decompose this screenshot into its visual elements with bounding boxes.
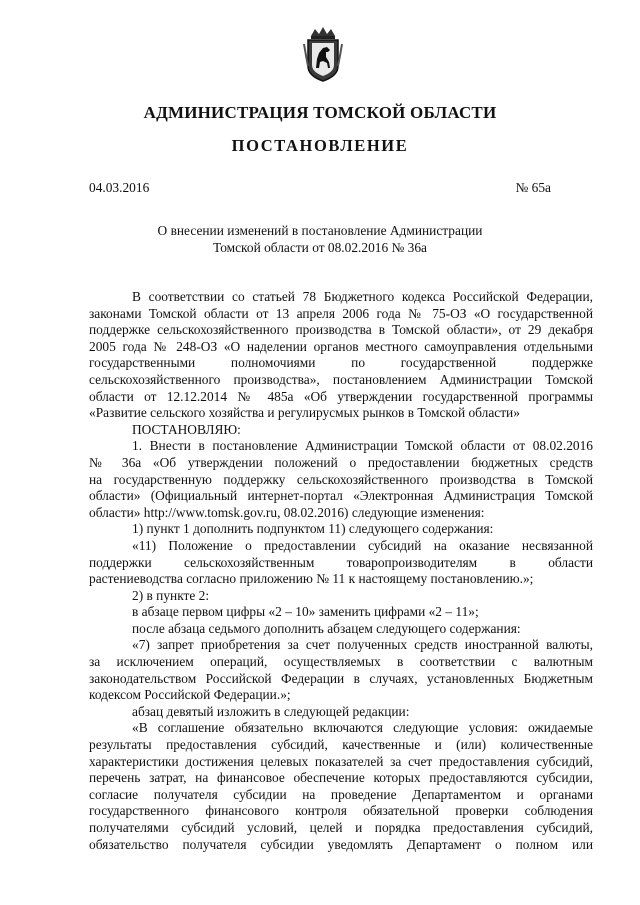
paragraph-line: в абзаце первом цифры «2 – 10» заменить цифрами «2 – 11»; (132, 604, 479, 620)
document-subject (0, 222, 640, 256)
paragraph-line: согласие получателя субсидии на проведение Департаментом и органами (89, 786, 593, 802)
paragraph-line: растениеводства согласно приложению № 11 к настоящему постановлению.»; (89, 571, 534, 587)
paragraph-line: области от 12.12.2014 № 485а «Об утверждении государственной программы (89, 388, 593, 404)
paragraph-line: области» (Официальный интернет-портал «Электронная Администрация Томской (89, 488, 593, 504)
paragraph-line: «Развитие сельского хозяйства и регулирусмых рынков в Томской области» (89, 405, 520, 421)
document-date: 04.03.2016 (89, 180, 150, 195)
paragraph-line: получателями субсидий условий, целей и порядка предоставления субсидий, (89, 820, 593, 835)
paragraph-line: 2) в пункте 2: (132, 587, 210, 603)
paragraph-line: абзац девятый изложить в следующей редакции: (132, 703, 410, 719)
document-number: № 65а (515, 180, 551, 195)
document-type: ПОСТАНОВЛЕНИЕ (231, 136, 409, 155)
paragraph-line: результаты предоставления субсидий, качественные и (или) количественные (89, 737, 593, 753)
paragraph-line: сельскохозяйственного производства», постановлением Администрации Томской (89, 371, 593, 387)
coat-of-arms-emblem (303, 26, 343, 82)
paragraph-line: «11) Положение о предоставлении субсидий на оказание несвязанной (132, 537, 593, 553)
paragraph-line: «7) запрет приобретения за счет полученных средств иностранной валюты, (132, 637, 593, 653)
paragraph-line: 1) пункт 1 дополнить подпунктом 11) следующего содержания: (132, 521, 494, 537)
paragraph-line: В соответствии со статьей 78 Бюджетного кодекса Российской Федерации, (132, 289, 593, 304)
paragraph-line: 2005 года № 248-ОЗ «О наделении органов местного самоуправления отдельными (89, 338, 593, 354)
subject-line: Томской области от 08.02.2016 № 36а (213, 240, 427, 255)
paragraph-line: обязательство получателя субсидии уведомлять Департамент о полном или (89, 836, 593, 852)
paragraph-line: области» http://www.tomsk.gov.ru, 08.02.2016) следующие изменения: (89, 504, 485, 520)
subject-line: О внесении изменений в постановление Администрации (157, 223, 483, 238)
paragraph-line: после абзаца седьмого дополнить абзацем следующего содержания: (132, 620, 521, 636)
paragraph-line: кодексом Российской Федерации.»; (89, 687, 291, 703)
paragraph-line: законодательством Российской Федерации в случаях, установленных Бюджетным (89, 670, 593, 686)
paragraph-line: ПОСТАНОВЛЯЮ: (132, 421, 241, 437)
paragraph-line: за исключением операций, осуществляемых в соответствии с валютным (89, 654, 593, 670)
paragraph-line: «В соглашение обязательно включаются следующие условия: ожидаемые (132, 720, 593, 736)
paragraph-line: государственными полномочиями по государственной поддержке (89, 355, 593, 371)
paragraph-line: № 36а «Об утверждении положений о предоставлении бюджетных средств (89, 454, 593, 470)
paragraph-line: поддержки сельскохозяйственным товаропроизводителям в области (89, 554, 593, 570)
organization-title: АДМИНИСТРАЦИЯ ТОМСКОЙ ОБЛАСТИ (143, 103, 497, 122)
paragraph-line: законами Томской области от 13 апреля 2006 года № 75-ОЗ «О государственной (89, 305, 593, 321)
paragraph-line: перечень затрат, на финансовое обеспечение которых предоставляются субсидии, (89, 770, 593, 786)
paragraph-line: характеристики достижения целевых показателей за счет предоставления субсидий, (89, 753, 593, 769)
paragraph-line: на государственную поддержку сельскохозяйственного производства в Томской (89, 471, 593, 487)
paragraph-line: поддержке сельскохозяйственного производства в Томской области», от 29 декабря (89, 322, 593, 338)
document-body (89, 289, 593, 853)
paragraph-line: государственного финансового контроля обязательной проверки соблюдения (89, 803, 593, 819)
paragraph-line: 1. Внести в постановление Администрации Томской области от 08.02.2016 (132, 438, 593, 454)
